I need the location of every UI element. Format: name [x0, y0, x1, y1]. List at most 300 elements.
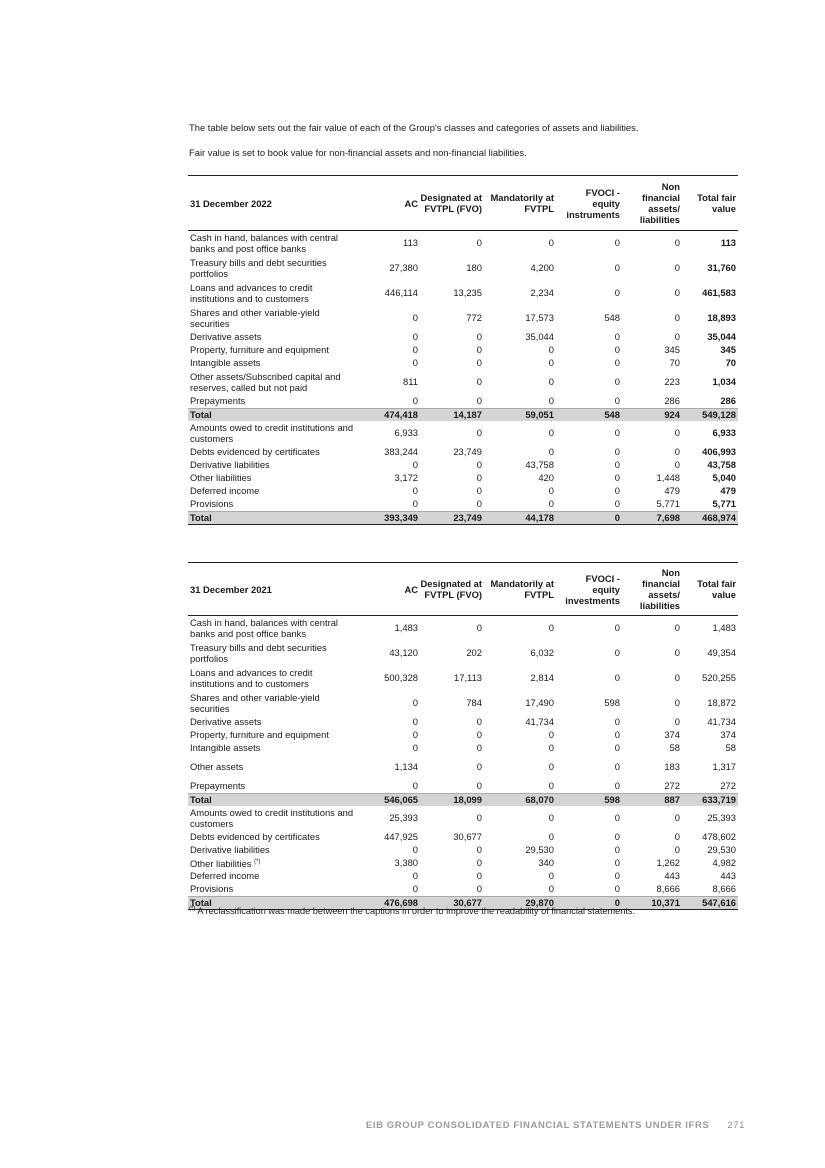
cell-text: 41,734 [707, 716, 736, 728]
row-label [188, 616, 358, 642]
cell-value [682, 370, 738, 395]
cell-value [358, 370, 420, 395]
cell-text: 2,814 [530, 672, 554, 684]
cell-text: 3,172 [394, 472, 418, 484]
cell-text: 784 [466, 697, 482, 709]
header-fvoci: FVOCI - equity investments [556, 563, 622, 616]
row-label-text: Other assets [190, 761, 244, 773]
cell-text: 924 [664, 408, 680, 420]
cell-text: 58 [669, 742, 680, 754]
row-label [188, 472, 358, 485]
header-fvoci: FVOCI - equity instruments [556, 176, 622, 231]
row-label [188, 755, 358, 780]
cell-text: 0 [476, 844, 482, 856]
cell-text: 5,040 [712, 472, 736, 484]
cell-text: 0 [548, 357, 554, 369]
cell-value [420, 691, 484, 716]
table-row [188, 729, 738, 742]
cell-value [358, 883, 420, 897]
cell-text: 0 [674, 262, 680, 274]
cell-value [484, 806, 556, 831]
table-row [188, 231, 738, 257]
row-label-text: Other liabilities [190, 858, 252, 870]
cell-text: 0 [548, 427, 554, 439]
row-label [188, 883, 358, 897]
cell-value [622, 231, 682, 257]
cell-value [420, 472, 484, 485]
cell-text: 374 [664, 729, 680, 741]
row-label [188, 281, 358, 306]
cell-text: 17,573 [525, 312, 554, 324]
cell-text: 59,051 [525, 408, 554, 420]
cell-text: 0 [614, 376, 620, 388]
page-number: 271 [727, 1120, 745, 1131]
cell-text: 474,418 [384, 408, 418, 420]
cell-value [420, 459, 484, 472]
footer-title: EIB GROUP CONSOLIDATED FINANCIAL STATEMENTS UNDER IFRS [365, 1120, 710, 1131]
row-label-text: Provisions [190, 498, 234, 510]
cell-text: 202 [466, 647, 482, 659]
cell-text: 1,262 [656, 857, 680, 869]
cell-text: 345 [720, 344, 736, 356]
cell-text: 35,044 [707, 331, 736, 343]
row-label-text: Shares and other variable-yield securities [190, 692, 320, 714]
cell-text: 0 [548, 498, 554, 510]
cell-text: 0 [412, 357, 418, 369]
page-footer [366, 1120, 745, 1131]
cell-text: 0 [412, 729, 418, 741]
cell-text: 548 [604, 408, 620, 420]
cell-value [682, 742, 738, 755]
cell-text: 0 [674, 459, 680, 471]
cell-value [556, 344, 622, 357]
cell-text: 0 [614, 883, 620, 895]
cell-text: 44,178 [525, 511, 554, 523]
cell-value [484, 357, 556, 370]
cell-text: 5,771 [712, 498, 736, 510]
cell-value [622, 421, 682, 446]
cell-text: 0 [412, 344, 418, 356]
table-row [188, 395, 738, 409]
table-row [188, 498, 738, 512]
cell-value [420, 883, 484, 897]
cell-text: 0 [476, 761, 482, 773]
row-label-text: Cash in hand, balances with central banks and post office banks [190, 617, 339, 639]
cell-text: 0 [412, 395, 418, 407]
cell-text: 0 [614, 331, 620, 343]
cell-text: 0 [674, 446, 680, 458]
cell-value [556, 472, 622, 485]
cell-text: 0 [674, 237, 680, 249]
cell-text: 0 [476, 857, 482, 869]
row-label-text: Derivative assets [190, 331, 262, 343]
cell-value [484, 331, 556, 344]
cell-value [358, 331, 420, 344]
cell-value [682, 844, 738, 857]
cell-text: 0 [614, 729, 620, 741]
cell-value [622, 498, 682, 512]
cell-text: 0 [614, 844, 620, 856]
row-label-text: Provisions [190, 883, 234, 895]
cell-text: 0 [614, 896, 620, 908]
cell-text: 0 [548, 237, 554, 249]
cell-text: 0 [412, 485, 418, 497]
row-label-text: Derivative liabilities [190, 459, 270, 471]
cell-value [358, 256, 420, 281]
cell-value [484, 780, 556, 794]
cell-text: 23,749 [453, 446, 482, 458]
cell-text: 0 [614, 716, 620, 728]
table-row [188, 256, 738, 281]
cell-value [556, 857, 622, 870]
cell-value [682, 485, 738, 498]
cell-value [420, 231, 484, 257]
cell-text: 4,982 [712, 857, 736, 869]
cell-text: 0 [548, 376, 554, 388]
cell-value [484, 344, 556, 357]
cell-value [622, 512, 682, 525]
cell-text: 446,114 [384, 287, 418, 299]
cell-value [682, 472, 738, 485]
cell-text: 0 [476, 376, 482, 388]
cell-value [682, 331, 738, 344]
fair-value-table-2022 [188, 175, 738, 525]
cell-value [622, 370, 682, 395]
header-non-financial: Non financial assets/ liabilities [622, 563, 682, 616]
cell-text: 461,583 [702, 287, 736, 299]
cell-text: 0 [614, 357, 620, 369]
cell-text: 0 [614, 511, 620, 523]
cell-text: 340 [538, 857, 554, 869]
row-label-text: Total [190, 511, 212, 523]
header-fvo: Designated at FVTPL (FVO) [420, 176, 484, 231]
cell-value [622, 395, 682, 409]
cell-value [484, 306, 556, 331]
cell-value [420, 794, 484, 807]
row-label [188, 806, 358, 831]
row-label-text: Deferred income [190, 485, 260, 497]
cell-value [420, 844, 484, 857]
table-row [188, 742, 738, 755]
cell-value [358, 755, 420, 780]
cell-text: 0 [548, 622, 554, 634]
cell-text: 17,490 [525, 697, 554, 709]
cell-value [622, 446, 682, 459]
cell-text: 0 [674, 697, 680, 709]
cell-value [484, 256, 556, 281]
row-label-text: Derivative liabilities [190, 844, 270, 856]
cell-value [622, 256, 682, 281]
table-row [188, 421, 738, 446]
cell-value [556, 780, 622, 794]
cell-value [484, 472, 556, 485]
table-row [188, 641, 738, 666]
cell-value [622, 485, 682, 498]
cell-text: 0 [548, 883, 554, 895]
cell-text: 2,234 [530, 287, 554, 299]
cell-value [682, 512, 738, 525]
cell-value [556, 231, 622, 257]
cell-text: 0 [614, 622, 620, 634]
cell-value [682, 446, 738, 459]
cell-text: 0 [674, 287, 680, 299]
cell-value [556, 794, 622, 807]
cell-value [556, 641, 622, 666]
header-date: 31 December 2022 [188, 176, 358, 231]
cell-value [484, 409, 556, 422]
cell-value [358, 729, 420, 742]
total-row [188, 512, 738, 525]
cell-text: 17,113 [454, 672, 482, 684]
cell-text: 479 [664, 485, 680, 497]
header-mandatorily: Mandatorily at FVTPL [484, 563, 556, 616]
cell-text: 41,734 [525, 716, 554, 728]
cell-text: 43,758 [707, 459, 736, 471]
table-row [188, 716, 738, 729]
cell-value [622, 857, 682, 870]
cell-text: 0 [412, 870, 418, 882]
cell-value [358, 498, 420, 512]
cell-value [622, 831, 682, 844]
total-row [188, 794, 738, 807]
cell-value [484, 231, 556, 257]
cell-text: 0 [476, 395, 482, 407]
cell-value [682, 641, 738, 666]
cell-text: 8,666 [656, 883, 680, 895]
cell-text: 345 [664, 344, 680, 356]
table-row [188, 370, 738, 395]
cell-value [484, 498, 556, 512]
cell-value [358, 831, 420, 844]
cell-text: 0 [476, 427, 482, 439]
cell-text: 30,677 [453, 831, 482, 843]
cell-text: 0 [412, 780, 418, 792]
row-label [188, 446, 358, 459]
cell-text: 443 [720, 870, 736, 882]
cell-text: 8,666 [712, 883, 736, 895]
row-label-text: Derivative assets [190, 716, 262, 728]
cell-text: 598 [604, 697, 620, 709]
cell-value [484, 281, 556, 306]
cell-value [484, 459, 556, 472]
cell-value [420, 370, 484, 395]
cell-value [622, 794, 682, 807]
cell-text: 43,120 [389, 647, 418, 659]
table-row [188, 281, 738, 306]
table-row [188, 459, 738, 472]
cell-value [622, 409, 682, 422]
cell-text: 23,749 [453, 511, 482, 523]
cell-value [682, 729, 738, 742]
cell-text: 811 [403, 376, 418, 388]
table-row [188, 446, 738, 459]
cell-text: 0 [674, 427, 680, 439]
cell-value [420, 870, 484, 883]
footnote [189, 906, 635, 916]
cell-value [556, 806, 622, 831]
cell-text: 0 [476, 498, 482, 510]
cell-value [682, 395, 738, 409]
row-label [188, 666, 358, 691]
table-row [188, 806, 738, 831]
cell-text: 0 [476, 812, 482, 824]
cell-value [420, 306, 484, 331]
cell-value [682, 256, 738, 281]
cell-value [358, 306, 420, 331]
cell-value [622, 716, 682, 729]
cell-value [420, 281, 484, 306]
cell-text: 0 [412, 697, 418, 709]
cell-value [420, 716, 484, 729]
cell-value [484, 370, 556, 395]
cell-text: 0 [548, 812, 554, 824]
row-label [188, 742, 358, 755]
cell-text: 0 [614, 742, 620, 754]
cell-text: 0 [674, 312, 680, 324]
cell-value [682, 344, 738, 357]
cell-value [556, 357, 622, 370]
cell-value [484, 716, 556, 729]
cell-value [682, 831, 738, 844]
cell-text: 14,187 [453, 408, 482, 420]
row-label [188, 831, 358, 844]
table-row [188, 831, 738, 844]
cell-text: 0 [614, 344, 620, 356]
cell-value [358, 512, 420, 525]
cell-text: 286 [664, 395, 680, 407]
row-label [188, 370, 358, 395]
cell-text: 0 [548, 780, 554, 792]
cell-value [556, 370, 622, 395]
row-label-text: Other liabilities [190, 472, 252, 484]
cell-text: 49,354 [707, 647, 736, 659]
header-fvo: Designated at FVTPL (FVO) [420, 563, 484, 616]
table-row [188, 844, 738, 857]
row-label [188, 306, 358, 331]
cell-text: 0 [476, 344, 482, 356]
cell-value [622, 616, 682, 642]
row-label-text: Intangible assets [190, 357, 261, 369]
cell-text: 0 [548, 395, 554, 407]
cell-text: 4,200 [530, 262, 554, 274]
row-label [188, 421, 358, 446]
cell-text: 29,530 [707, 844, 736, 856]
row-label-text: Debts evidenced by certificates [190, 831, 320, 843]
table-row [188, 857, 738, 870]
cell-text: 887 [664, 793, 680, 805]
row-label-text: Other assets/Subscribed capital and reserves, called but not paid [190, 371, 341, 393]
row-label [188, 231, 358, 257]
cell-text: 0 [476, 870, 482, 882]
cell-text: 0 [614, 761, 620, 773]
cell-value [420, 641, 484, 666]
cell-value [484, 421, 556, 446]
cell-value [358, 716, 420, 729]
cell-text: 0 [548, 870, 554, 882]
cell-value [622, 729, 682, 742]
cell-text: 0 [614, 446, 620, 458]
row-label-text: Property, furniture and equipment [190, 729, 329, 741]
cell-text: 0 [674, 331, 680, 343]
cell-text: 0 [476, 716, 482, 728]
cell-value [682, 459, 738, 472]
cell-value [622, 666, 682, 691]
cell-value [556, 459, 622, 472]
cell-text: 0 [614, 780, 620, 792]
cell-value [420, 256, 484, 281]
cell-value [622, 844, 682, 857]
table-row [188, 472, 738, 485]
cell-text: 0 [476, 331, 482, 343]
row-label-text: Prepayments [190, 780, 246, 792]
cell-text: 18,099 [453, 793, 482, 805]
cell-value [556, 421, 622, 446]
cell-value [420, 395, 484, 409]
cell-value [484, 870, 556, 883]
row-label-text: Prepayments [190, 395, 246, 407]
cell-value [420, 806, 484, 831]
cell-value [682, 857, 738, 870]
cell-text: 0 [476, 357, 482, 369]
cell-text: 0 [412, 331, 418, 343]
cell-text: 31,760 [707, 262, 736, 274]
cell-value [622, 331, 682, 344]
row-label [188, 344, 358, 357]
row-label [188, 498, 358, 512]
cell-text: 18,893 [707, 312, 736, 324]
cell-text: 443 [664, 870, 680, 882]
table-row [188, 780, 738, 794]
cell-value [622, 780, 682, 794]
cell-text: 180 [466, 262, 482, 274]
header-non-financial: Non financial assets/ liabilities [622, 176, 682, 231]
cell-value [622, 306, 682, 331]
cell-text: 468,974 [702, 511, 736, 523]
cell-text: 183 [664, 761, 680, 773]
cell-value [420, 357, 484, 370]
cell-value [358, 857, 420, 870]
cell-value [556, 485, 622, 498]
header-total-fair-value: Total fair value [682, 176, 738, 231]
cell-value [556, 306, 622, 331]
cell-text: 0 [548, 446, 554, 458]
cell-text: 1,317 [712, 761, 736, 773]
row-label-text: Deferred income [190, 870, 260, 882]
cell-value [556, 870, 622, 883]
cell-value [484, 755, 556, 780]
cell-text: 272 [664, 780, 680, 792]
cell-value [682, 794, 738, 807]
cell-value [556, 729, 622, 742]
cell-value [484, 446, 556, 459]
cell-value [358, 691, 420, 716]
cell-text: 0 [614, 395, 620, 407]
row-label [188, 256, 358, 281]
table-row [188, 331, 738, 344]
cell-text: 13,235 [453, 287, 482, 299]
cell-text: 476,698 [384, 896, 418, 908]
cell-value [358, 231, 420, 257]
cell-text: 0 [476, 472, 482, 484]
row-label [188, 512, 358, 525]
cell-value [682, 409, 738, 422]
cell-value [682, 231, 738, 257]
cell-value [484, 729, 556, 742]
cell-value [682, 716, 738, 729]
cell-value [556, 616, 622, 642]
header-ac: AC [358, 176, 420, 231]
cell-value [420, 857, 484, 870]
